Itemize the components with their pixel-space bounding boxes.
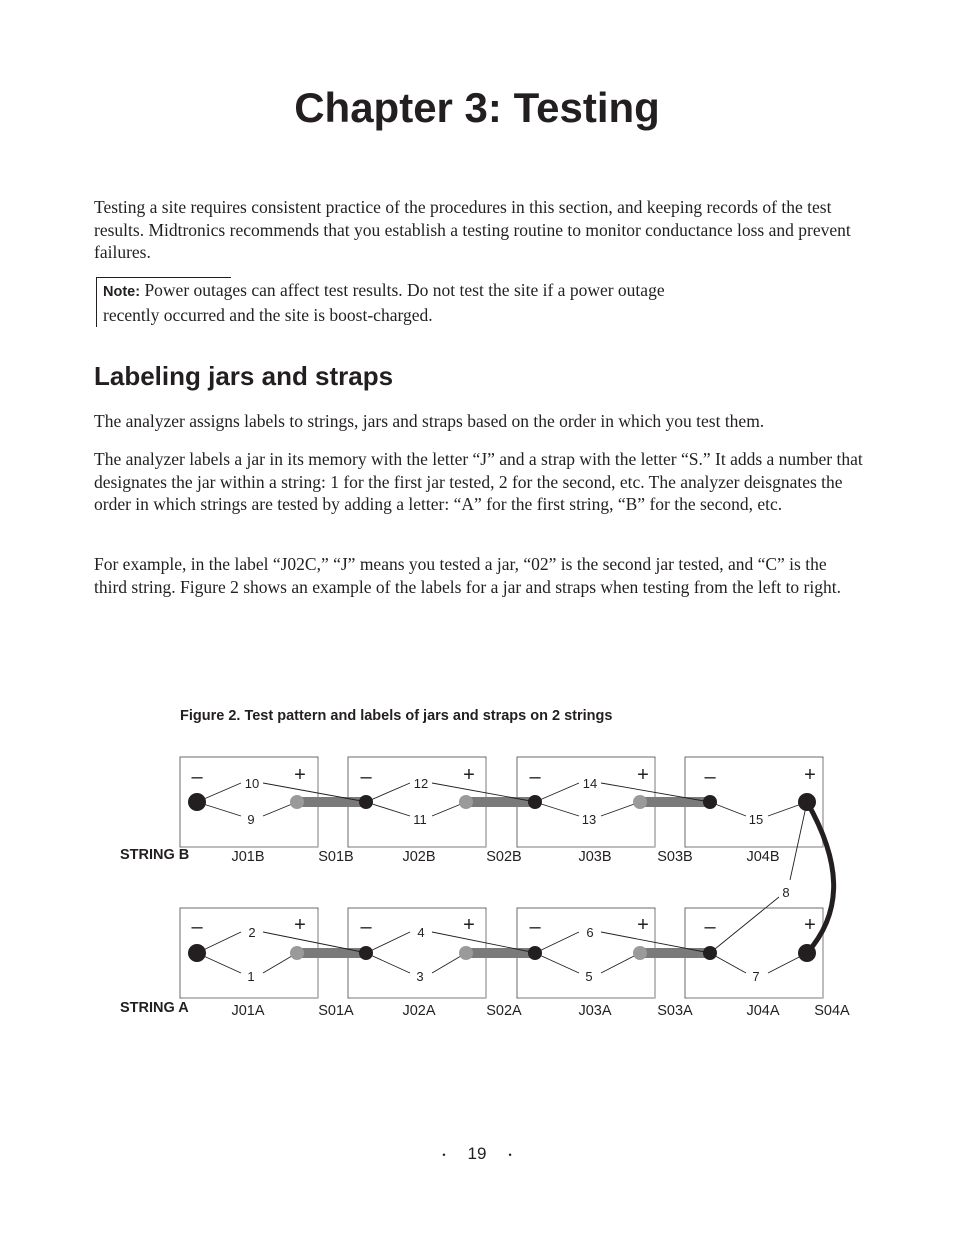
positive-symbol: + xyxy=(637,914,649,936)
probe-line xyxy=(710,897,779,953)
negative-terminal xyxy=(528,795,542,809)
negative-symbol: – xyxy=(191,916,203,938)
section-heading: Labeling jars and straps xyxy=(94,361,394,391)
probe-line xyxy=(366,932,410,953)
jar-number: 2 xyxy=(248,925,256,940)
jar-strap-label: S02B xyxy=(486,849,522,865)
jar-strap-label: J02A xyxy=(402,1003,436,1019)
chapter-title: Chapter 3: Testing xyxy=(294,84,660,131)
negative-terminal xyxy=(528,946,542,960)
positive-symbol: + xyxy=(463,764,475,786)
probe-line xyxy=(535,953,579,973)
jar-number: 12 xyxy=(413,776,429,791)
note-box xyxy=(96,277,697,327)
page-number: 19 xyxy=(467,1144,487,1163)
positive-symbol: + xyxy=(804,914,816,936)
jar-strap-label: S03B xyxy=(657,849,693,865)
jar-number: 15 xyxy=(748,812,764,827)
jar-strap-label: S03A xyxy=(657,1003,693,1019)
string-name: STRING B xyxy=(120,847,190,863)
jar-strap-label: J04A xyxy=(746,1003,780,1019)
page-footer xyxy=(0,1144,954,1164)
jar-strap-label: S04A xyxy=(814,1003,850,1019)
note-text xyxy=(103,279,683,326)
probe-line xyxy=(790,802,807,880)
negative-terminal xyxy=(188,944,206,962)
negative-terminal xyxy=(703,795,717,809)
probe-line xyxy=(535,783,579,802)
positive-terminal xyxy=(633,795,647,809)
negative-terminal xyxy=(359,946,373,960)
negative-symbol: – xyxy=(360,766,372,788)
jar-number: 6 xyxy=(586,925,594,940)
jar-strap-label: J01A xyxy=(231,1003,265,1019)
body-paragraph-3: For example, in the label “J02C,” “J” means you tested a jar, “02” is the second jar tested, and “C” is the third string. Figure 2 shows an example of the labels for a jar and straps when testing from the left to right. xyxy=(94,554,841,597)
jar-number: 14 xyxy=(582,776,598,791)
body-paragraph-2: The analyzer labels a jar in its memory with the letter “J” and a strap with the letter “S.” It adds a number that designates the jar within a string: 1 for the first jar tested, 2 for the second, etc. The analyzer deisgnates the order in which strings are tested by adding a letter: “A” for the first string, “B” for the second, etc. xyxy=(94,449,863,514)
probe-line xyxy=(366,783,410,802)
jar-number: 7 xyxy=(752,969,760,984)
intro-paragraph: Testing a site requires consistent practice of the procedures in this section, and keeping records of the test results. Midtronics recommends that you establish a testing routine to monitor conductance loss and prevent failures. xyxy=(94,197,851,262)
jar-strap-label: S01A xyxy=(318,1003,354,1019)
note-body: Power outages can affect test results. Do not test the site if a power outage recently occurred and the site is boost-charged. xyxy=(103,280,665,325)
negative-symbol: – xyxy=(191,766,203,788)
jar-strap-label: J01B xyxy=(231,849,265,865)
jar-number: 1 xyxy=(247,969,255,984)
jar-strap-diagram xyxy=(0,740,954,1040)
positive-symbol: + xyxy=(294,764,306,786)
body-paragraph-1: The analyzer assigns labels to strings, jars and straps based on the order in which you test them. xyxy=(94,411,765,431)
positive-terminal xyxy=(633,946,647,960)
figure-caption: Figure 2. Test pattern and labels of jars and straps on 2 strings xyxy=(180,708,613,724)
negative-symbol: – xyxy=(360,916,372,938)
negative-terminal xyxy=(359,795,373,809)
jar-number: 4 xyxy=(417,925,425,940)
jar-strap-label: J03A xyxy=(578,1003,612,1019)
positive-symbol: + xyxy=(463,914,475,936)
inter-string-number: 8 xyxy=(782,885,790,900)
negative-symbol: – xyxy=(529,766,541,788)
positive-symbol: + xyxy=(637,764,649,786)
positive-terminal xyxy=(459,946,473,960)
jar-number: 11 xyxy=(413,812,427,827)
note-label: Note: xyxy=(103,284,141,300)
note-rule xyxy=(97,277,231,278)
jar-strap-label: J04B xyxy=(746,849,780,865)
positive-symbol: + xyxy=(804,764,816,786)
negative-symbol: – xyxy=(704,766,716,788)
jar-number: 5 xyxy=(585,969,593,984)
string-name: STRING A xyxy=(120,1000,189,1016)
positive-terminal xyxy=(290,795,304,809)
probe-line xyxy=(366,953,410,973)
footer-dot-left: • xyxy=(442,1149,446,1160)
jar-strap-label: J02B xyxy=(402,849,436,865)
jar-number: 3 xyxy=(416,969,424,984)
jar-number: 13 xyxy=(581,812,597,827)
positive-terminal xyxy=(459,795,473,809)
jar-number: 9 xyxy=(247,812,255,827)
jar-strap-label: J03B xyxy=(578,849,612,865)
negative-symbol: – xyxy=(529,916,541,938)
positive-terminal xyxy=(290,946,304,960)
jar-strap-label: S01B xyxy=(318,849,354,865)
jar-strap-label: S02A xyxy=(486,1003,522,1019)
probe-line xyxy=(535,932,579,953)
positive-symbol: + xyxy=(294,914,306,936)
negative-symbol: – xyxy=(704,916,716,938)
jar-number: 10 xyxy=(244,776,260,791)
footer-dot-right: • xyxy=(508,1149,512,1160)
negative-terminal xyxy=(188,793,206,811)
